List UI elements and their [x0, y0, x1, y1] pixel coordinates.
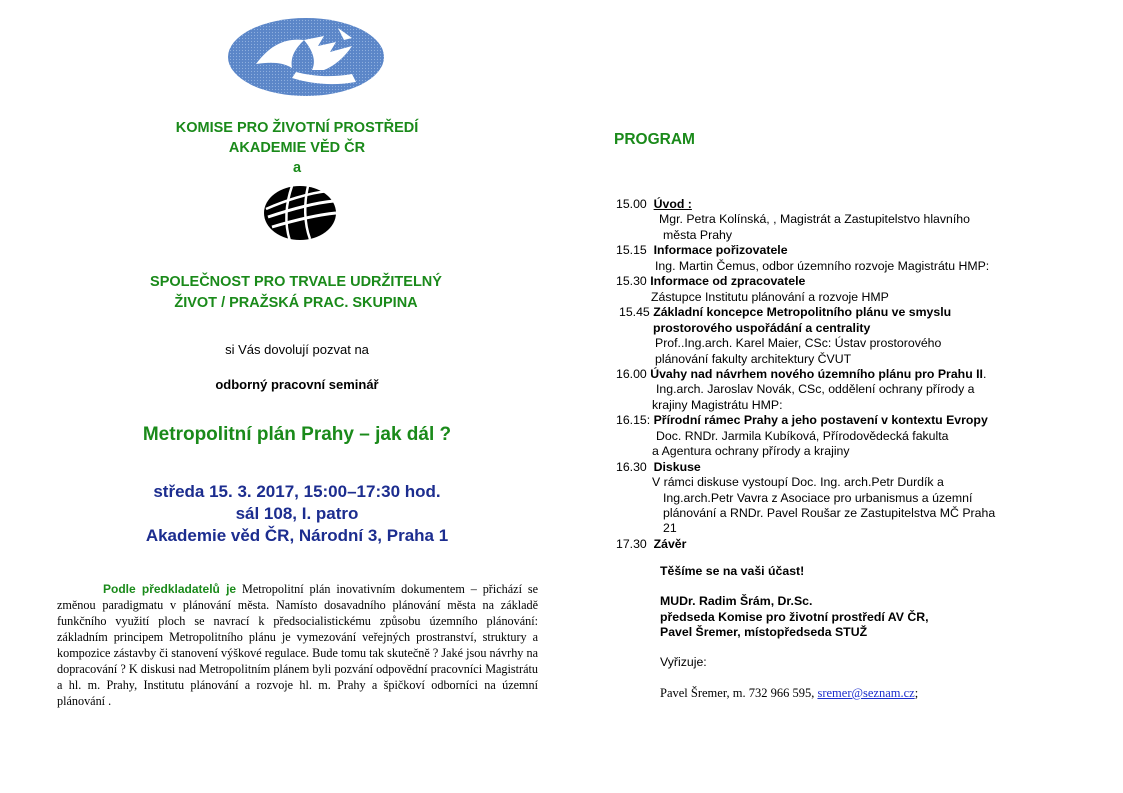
event-date-time: středa 15. 3. 2017, 15:00–17:30 hod. [153, 482, 441, 501]
program-suffix: . [982, 366, 987, 381]
invite-text: si Vás dovolují pozvat na [225, 342, 369, 357]
program-line [653, 321, 870, 337]
program-speaker: Zástupce Institutu plánování a rozvoje HMP [651, 289, 889, 304]
program-title: Přírodní rámec Prahy a jeho postavení v kontextu Evropy [653, 413, 988, 428]
program-time: 16.30 [616, 459, 654, 474]
program-speaker: V rámci diskuse vystoupí Doc. Ing. arch.Petr Durdík a [652, 475, 944, 490]
organizer-2-line2: ŽIVOT / PRAŽSKÁ PRAC. SKUPINA [174, 295, 418, 311]
signatures [660, 594, 929, 641]
program-time: 15.45 [619, 305, 654, 320]
intro-text: Metropolitní plán inovativním dokumentem – přichází se změnou paradigmatu v plánování města. Namísto dosavadního plánování města na základě funkčního využití ploch se navrací k předsocialistickému způsobu územního plánování: základním principem Metropolitního plánu je vymezování veřejných prostranství, struktury a kompozice zástavby či stanovení výškové regulace. Bude tomu tak skutečně ? Jaké jsou návrhy na dopracování ? K diskusi nad Metropolitním plánem byli pozvání odpovědní pracovníci Magistrátu a hl. m. Prahy, Institutu plánování a rozvoje hl. m. Prahy a špičkoví odborníci na územní plánování . [57, 582, 539, 708]
program-speaker: plánování a RNDr. Pavel Roušar ze Zastupitelstva MČ Praha [663, 506, 996, 520]
handler-label: Vyřizuje: [660, 655, 707, 669]
program-title: Úvahy nad návrhem nového územního plánu pro Prahu II [650, 366, 983, 381]
program-speaker: Ing. Martin Čemus, odbor územního rozvoje Magistrátu HMP: [655, 258, 990, 273]
program-line [619, 305, 951, 321]
program-line [616, 274, 805, 290]
event-details [80, 481, 514, 547]
program-line [652, 475, 944, 491]
program-line [616, 197, 692, 213]
program-time: 16.15: [616, 413, 654, 428]
program-time: 16.00 [616, 366, 651, 381]
program-speaker: Mgr. Petra Kolínská, , Magistrát a Zastupitelstvo hlavního [659, 212, 970, 227]
program-line [616, 537, 686, 553]
event-venue: Akademie věd ČR, Národní 3, Praha 1 [145, 526, 449, 545]
program-line [655, 352, 851, 368]
program-speaker: krajiny Magistrátu HMP: [652, 397, 783, 412]
program-speaker: města Prahy [663, 227, 733, 242]
conjunction: a [292, 160, 302, 176]
program-line [616, 413, 988, 429]
program-line [616, 367, 986, 383]
program-line [652, 444, 850, 460]
program-speaker: plánování fakulty architektury ČVUT [655, 351, 852, 366]
organizer-1 [110, 118, 484, 178]
stuz-globe-logo [262, 183, 338, 243]
program-line [659, 212, 970, 228]
program-speaker: Ing.arch.Petr Vavra z Asociace pro urbanismus a územní [663, 490, 973, 505]
program-speaker: a Agentura ochrany přírody a krajiny [652, 444, 850, 459]
program-speaker: Prof..Ing.arch. Karel Maier, CSc: Ústav prostorového [655, 336, 942, 351]
organizer-1-line2: AKADEMIE VĚD ČR [228, 140, 366, 156]
program-line [651, 290, 889, 306]
closing-thanks: Těšíme se na vaši účast! [660, 564, 805, 578]
seminar-title: Metropolitní plán Prahy – jak dál ? [142, 424, 452, 445]
program-line [663, 506, 995, 522]
signature-line-2: předseda Komise pro životní prostředí AV ČR, [660, 609, 929, 624]
program-time: 15.15 [616, 243, 654, 258]
program-title: Závěr [653, 536, 687, 551]
organizer-2 [96, 272, 496, 314]
program-line [656, 382, 975, 398]
program-line [663, 521, 677, 537]
event-room: sál 108, I. patro [235, 504, 359, 523]
program-line [656, 429, 949, 445]
program-line [616, 243, 788, 259]
academy-logo [226, 16, 386, 98]
program-speaker: 21 [663, 521, 677, 536]
program-line [655, 336, 941, 352]
intro-paragraph [57, 581, 538, 709]
signature-line-3: Pavel Šremer, místopředseda STUŽ [660, 625, 868, 639]
organizer-1-line1: KOMISE PRO ŽIVOTNÍ PROSTŘEDÍ [175, 120, 419, 136]
program-time: 17.30 [616, 536, 654, 551]
program-title: prostorového uspořádání a centrality [653, 320, 871, 335]
program-time: 15.00 [616, 197, 654, 211]
program-heading: PROGRAM [614, 131, 695, 148]
program-line [663, 491, 972, 507]
program-title: Úvod : [653, 197, 692, 211]
contact-line [660, 686, 918, 701]
email-link[interactable]: sremer@seznam.cz [817, 686, 915, 700]
program-line [655, 259, 989, 275]
program-title: Informace od zpracovatele [650, 274, 806, 289]
contact-prefix: Pavel Šremer, m. 732 966 595, [660, 686, 818, 700]
program-speaker: Ing.arch. Jaroslav Novák, CSc, oddělení ochrany přírody a [656, 382, 975, 397]
program-title: Diskuse [653, 459, 701, 474]
contact-suffix: ; [914, 686, 919, 700]
program-line [616, 460, 701, 476]
program-time: 15.30 [616, 274, 651, 289]
organizer-2-line1: SPOLEČNOST PRO TRVALE UDRŽITELNÝ [150, 274, 442, 290]
seminar-type: odborný pracovní seminář [215, 377, 379, 392]
intro-lead: Podle předkladatelů je [103, 582, 237, 596]
program-line [652, 398, 783, 414]
program-title: Informace pořizovatele [653, 243, 788, 258]
program-speaker: Doc. RNDr. Jarmila Kubíková, Přírodovědecká fakulta [656, 428, 949, 443]
program-title: Základní koncepce Metropolitního plánu ve smyslu [653, 305, 952, 320]
program-line [663, 228, 732, 244]
signature-line-1: MUDr. Radim Šrám, Dr.Sc. [660, 594, 813, 608]
